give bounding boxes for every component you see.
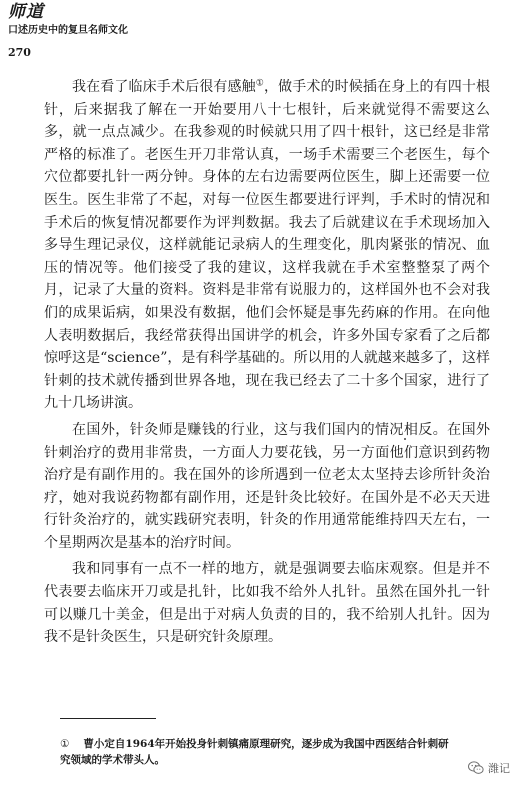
paragraph-1-start: 我在看了临床手术后很有感触 [72, 79, 256, 95]
footnote-mark: ① [60, 738, 70, 750]
footnote-line-1 [60, 736, 480, 752]
scan-speck [404, 438, 406, 440]
footnote [60, 736, 480, 768]
series-title: 师道 [8, 2, 44, 22]
footnote-text-1: 曹小定自1964年开始投身针刺镇痛原理研究，逐步成为我国中西医结合针刺研 [83, 738, 449, 750]
footnote-divider [60, 718, 156, 719]
paragraph-1 [44, 76, 490, 415]
body-text [44, 76, 490, 653]
wechat-icon [468, 761, 484, 775]
footnote-reference[interactable]: ① [255, 78, 264, 89]
running-head [8, 2, 128, 38]
paragraph-3: 我和同事有一点不一样的地方，就是强调要去临床观察。但是并不代表要去临床开刀或是扎针，比如我不给外人扎针。虽然在国外扎一针可以赚几十美金，但是出于对病人负责的目的，我不给别人扎针。因为我不是针灸医生，只是研究针灸原理。 [44, 561, 490, 646]
series-subtitle: 口述历史中的复旦名师文化 [8, 25, 128, 36]
footnote-line-2: 究领域的学术带头人。 [60, 754, 165, 766]
paragraph-2: 在国外，针灸师是赚钱的行业，这与我们国内的情况相反。在国外针刺治疗的费用非常贵，一方面人力要花钱，另一方面他们意识到药物治疗是有副作用的。我在国外的诊所遇到一位老太太坚持去诊所针灸治疗，她对我说药物都有副作用，还是针灸比较好。在国外是不必天天进行针灸治疗的，就实践研究表明，针灸的作用通常能维持四天左右，一个星期两次是基本的治疗时间。 [44, 421, 490, 551]
watermark-text: 潍记 [488, 762, 510, 775]
watermark [468, 760, 510, 776]
page-number: 270 [8, 46, 31, 59]
paragraph-1-rest: ，做手术的时候插在身上的有四十根针，后来据我了解在一开始要用八十七根针，后来就觉得不需要这么多，就一点点减少。在我参观的时候就只用了四十根针，这已经是非常严格的标准了。老医生开刀非常认真，一场手术需要三个老医生，每个穴位都要扎针一两分钟。身体的左右边需要两位医生，脚上还需要一位医生。医生非常了不起，对每一位医生都要进行评判，手术时的情况和手术后的恢复情况都要作为评判数据。我去了后就建议在手术现场加入多导生理记录仪，这样就能记录病人的生理变化，肌肉紧张的情况、血压的情况等。他们接受了我的建议，这样我就在手术室整整泵了两个月，记录了大量的资料。资料是非常有说服力的，这样国外也不会对我们的成果诟病，如果没有数据，他们会怀疑是事先药麻的作用。在向他人表明数据后，我经常获得出国讲学的机会，许多外国专家看了之后都惊呼这是“science”，是有科学基础的。所以用的人就越来越多了，这样针刺的技术就传播到世界各地，现在我已经去了二十多个国家，进行了九十几场讲演。 [44, 79, 491, 412]
